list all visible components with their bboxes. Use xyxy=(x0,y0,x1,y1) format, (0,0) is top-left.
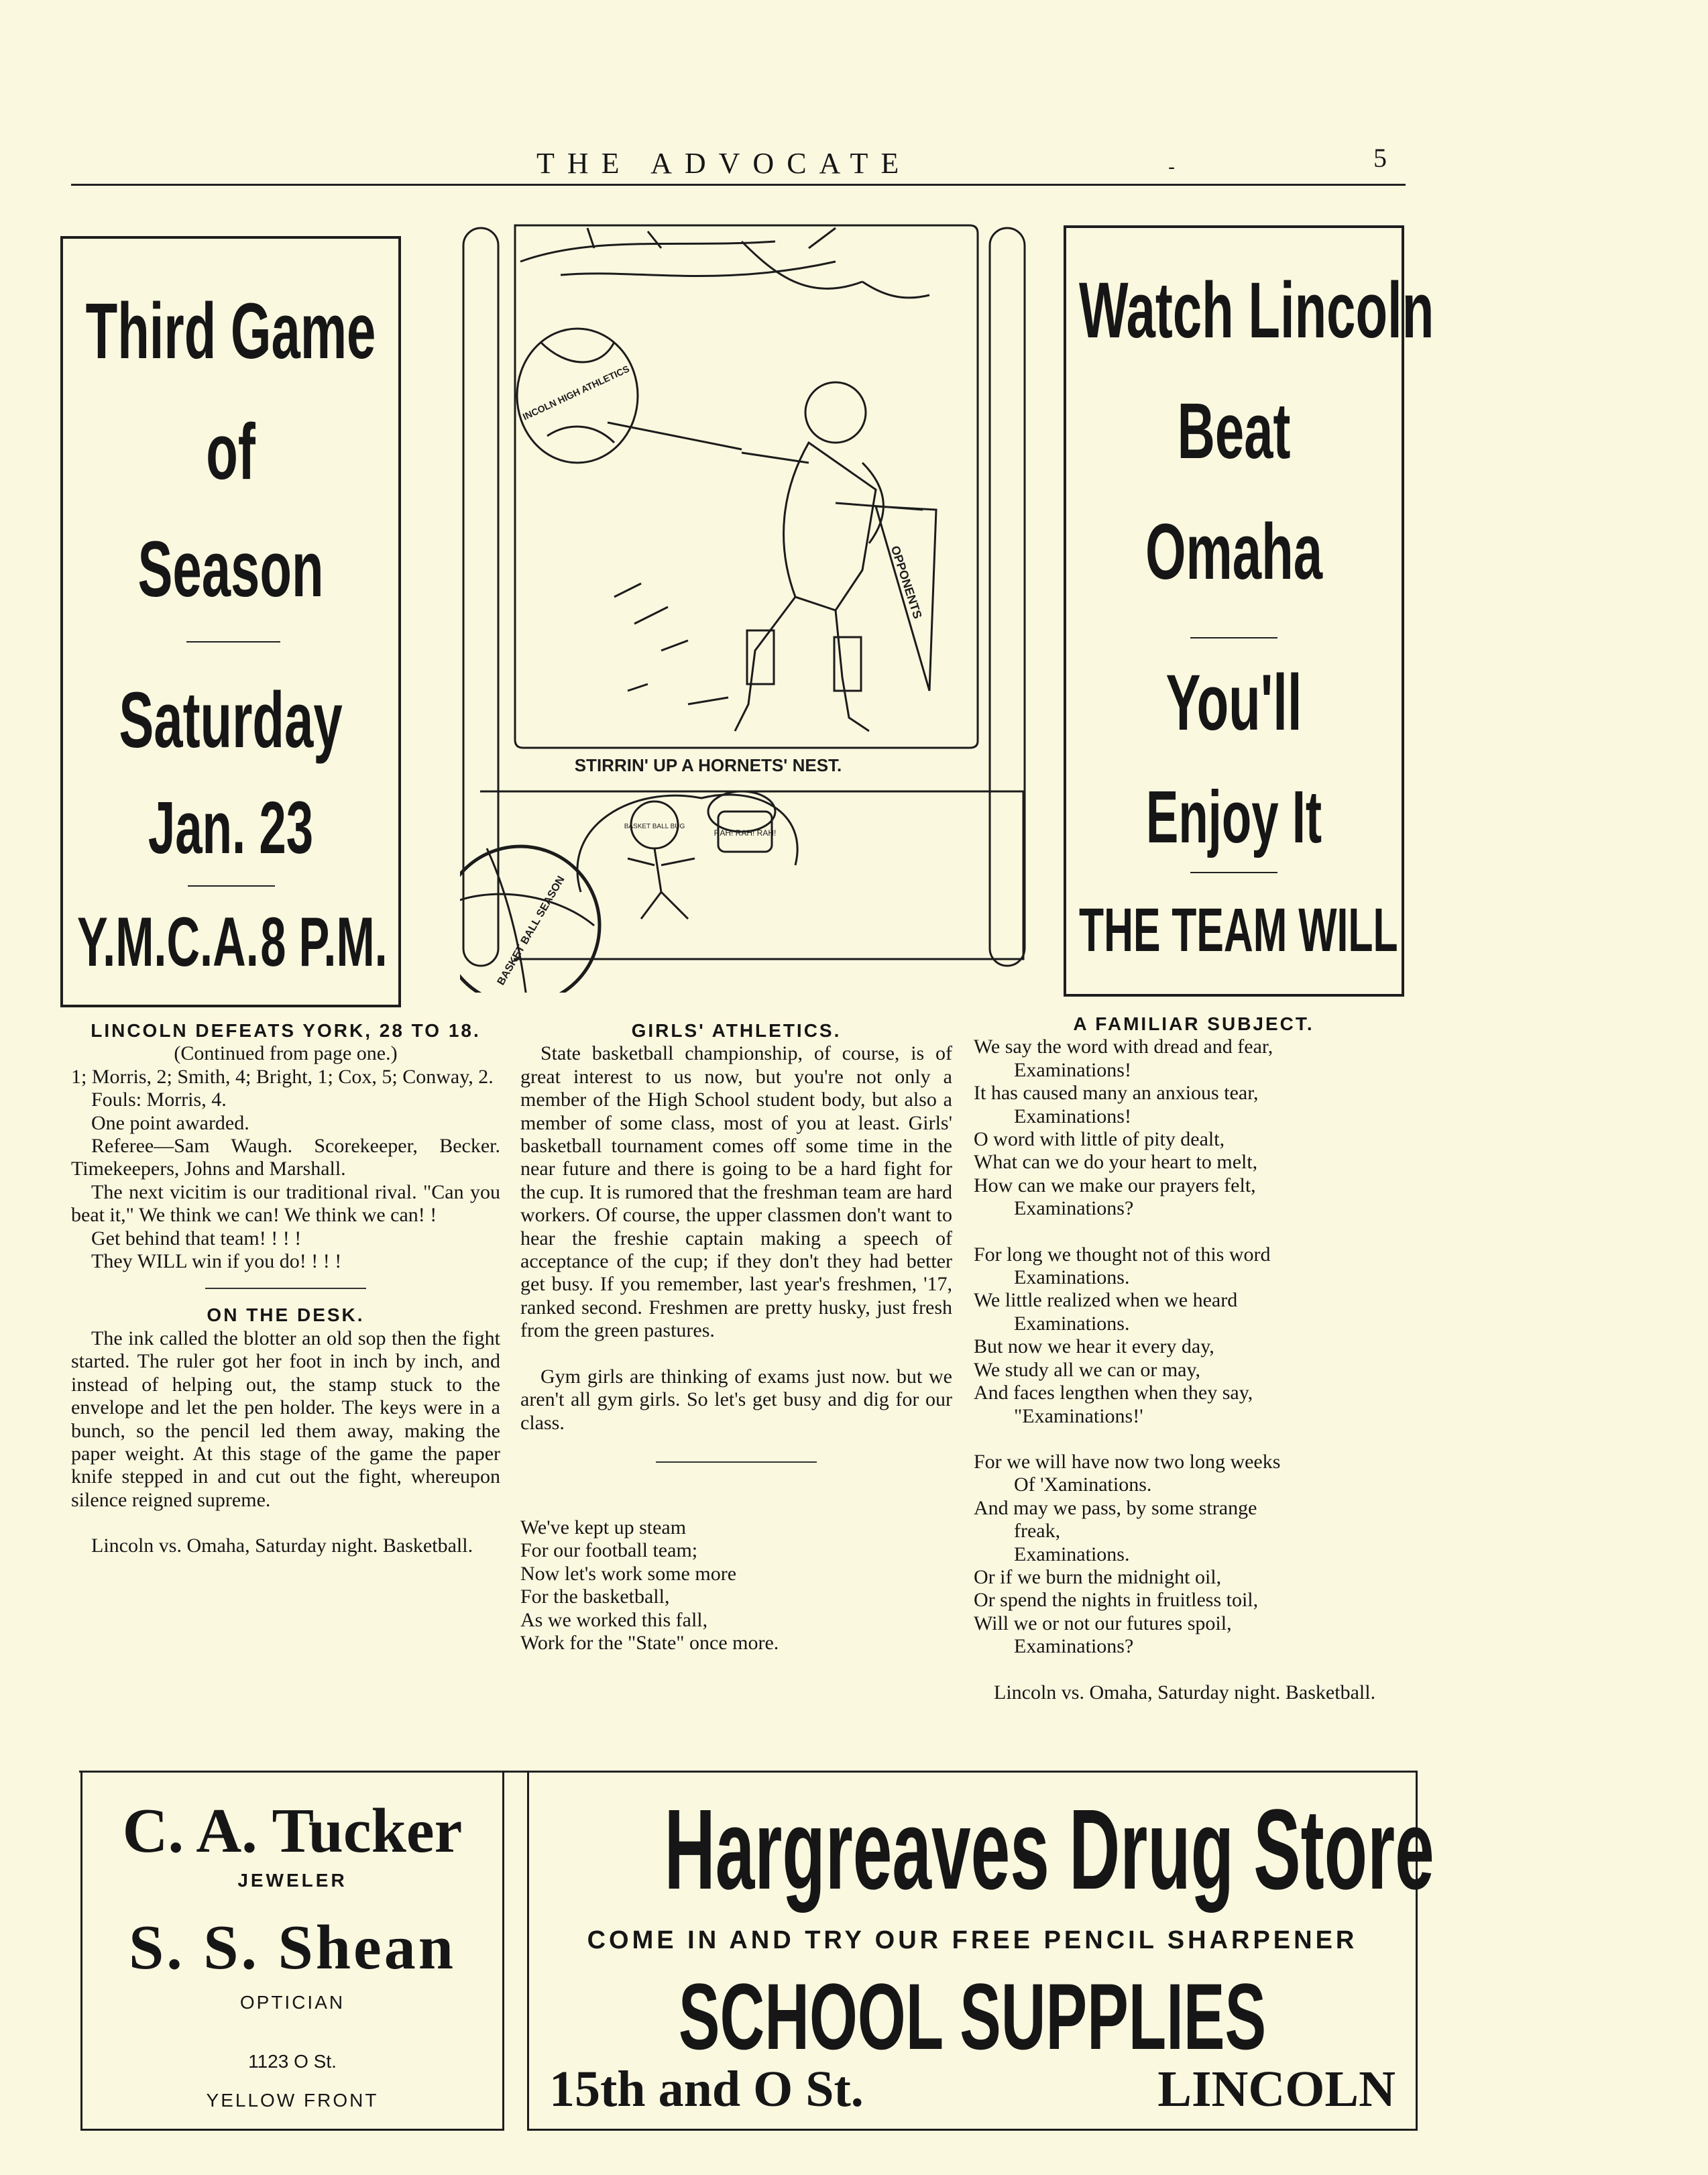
divider xyxy=(186,641,280,643)
article-text: Fouls: Morris, 4. xyxy=(91,1089,227,1111)
poem-line: Examinations. xyxy=(1014,1312,1130,1335)
ball-label: BASKET BALL SEASON xyxy=(495,874,567,987)
article-text: 1; Morris, 2; Smith, 4; Bright, 1; Cox, 5; Conway, 2. xyxy=(71,1065,494,1088)
ad-watch-lincoln-line6: THE TEAM WILL xyxy=(1079,896,1398,964)
poem-line: We study all we can or may, xyxy=(974,1358,1201,1381)
masthead-rule xyxy=(71,184,1406,186)
ad-watch-lincoln xyxy=(1064,225,1434,997)
continued-note: (Continued from page one.) xyxy=(174,1042,398,1065)
nest-label: INCOLN HIGH ATHLETICS xyxy=(520,363,631,423)
poem-line: O word with little of pity dealt, xyxy=(974,1128,1225,1151)
article-text: Lincoln vs. Omaha, Saturday night. Basketball. xyxy=(994,1681,1376,1704)
article-text: They WILL win if you do! ! ! ! xyxy=(91,1250,342,1273)
verse-line: As we worked this fall, xyxy=(520,1608,708,1631)
ad-watch-lincoln-line1: Watch Lincoln xyxy=(1079,266,1434,355)
ad-hargreaves-address: 15th and O St. xyxy=(549,2061,864,2117)
article-text: State basketball championship, of course, is of great interest to us now, but you're not only a member of the High School student body, but also a member of some class, most of you at least. Girls' basketball tournament comes off some time in the near future and there is going to be a hard fight for the cup. It is rumored that the freshman team are hard workers. Of course, the upper classmen don't want to hear the freshie captain making a speech of acceptance of the cup; if they don't they had better get busy. If you remember, last year's freshmen, '17, ranked second. Freshmen are pretty husky, just fresh from the green pastures. xyxy=(520,1042,952,1342)
ad-watch-lincoln-line5: Enjoy It xyxy=(1145,776,1322,858)
divider xyxy=(1190,637,1277,638)
article-heading-on-the-desk: ON THE DESK. xyxy=(207,1304,365,1326)
ad-third-game-line1: Third Game xyxy=(85,287,376,376)
poem-line: Examinations. xyxy=(1014,1543,1130,1565)
ad-watch-lincoln-line3: Omaha xyxy=(1145,508,1323,596)
ad-shean-name: S. S. Shean xyxy=(128,1913,457,1983)
poem-line: Or spend the nights in fruitless toil, xyxy=(974,1589,1259,1612)
poem-line: Will we or not our futures spoil, xyxy=(974,1612,1232,1634)
ad-third-game-line3: Season xyxy=(137,525,324,614)
bug-label: BASKET BALL BUG xyxy=(624,823,685,830)
poem-line: What can we do your heart to melt, xyxy=(974,1151,1258,1174)
ad-hargreaves-name: Hargreaves Drug Store xyxy=(664,1786,1434,1913)
article-heading-girls-athletics: GIRLS' ATHLETICS. xyxy=(631,1020,842,1041)
article-heading-familiar-subject: A FAMILIAR SUBJECT. xyxy=(1073,1013,1314,1034)
ad-tucker-name: C. A. Tucker xyxy=(122,1796,463,1866)
poem-line: For long we thought not of this word xyxy=(974,1243,1271,1266)
column-1 xyxy=(71,1019,500,1558)
ad-tucker-address: 1123 O St. xyxy=(248,2051,337,2072)
article-text: The ink called the blotter an old sop then the fight started. The ruler got her foot in inch by inch, and instead of helping out, the stamp stuck to the envelope and let the pen holder. The keys were in a bunch, so the pencil led them away, making the paper weight. At this stage of the game the paper knife stepped in and cut out the fight, whereupon silence reigned supreme. xyxy=(71,1327,500,1511)
article-text: The next vicitim is our traditional rival. "Can you beat it," We think we can! We think we can! ! xyxy=(71,1180,500,1227)
poem-line: And may we pass, by some strange xyxy=(974,1496,1257,1519)
poem-line: We little realized when we heard xyxy=(974,1289,1238,1312)
verse xyxy=(520,1516,952,1655)
divider xyxy=(656,1461,817,1463)
poem-line: How can we make our prayers felt, xyxy=(974,1174,1256,1196)
poem-line: For we will have now two long weeks xyxy=(974,1450,1281,1473)
bug-bubble: RAH! RAH! RAH! xyxy=(714,828,777,838)
poem-line: Examinations! xyxy=(1014,1105,1131,1127)
verse-line: We've kept up steam xyxy=(520,1516,687,1539)
poem-line: Examinations? xyxy=(1014,1197,1134,1220)
ad-third-game-time: 8 P.M. xyxy=(260,903,388,981)
poem-line: Examinations! xyxy=(1014,1058,1131,1081)
ad-third-game-venue: Y.M.C.A. xyxy=(76,903,259,981)
masthead xyxy=(0,143,1708,186)
ad-tucker-role: JEWELER xyxy=(237,1870,347,1891)
ad-hargreaves xyxy=(527,1771,1434,2131)
article-text: Referee—Sam Waugh. Scorekeeper, Becker. Timekeepers, Johns and Marshall. xyxy=(71,1135,500,1180)
ad-watch-lincoln-line2: Beat xyxy=(1177,387,1291,476)
newspaper-title: THE ADVOCATE xyxy=(536,147,912,180)
column-3 xyxy=(974,1013,1414,1704)
ad-hargreaves-tagline: COME IN AND TRY OUR FREE PENCIL SHARPENER xyxy=(587,1926,1358,1954)
poem-line: Of 'Xaminations. xyxy=(1014,1473,1152,1496)
poem-line: Or if we burn the midnight oil, xyxy=(974,1565,1222,1588)
divider xyxy=(188,885,275,887)
article-text: One point awarded. xyxy=(91,1111,249,1134)
verse-line: Now let's work some more xyxy=(520,1562,737,1585)
poem-line: freak, xyxy=(1014,1520,1061,1543)
poem-line: Examinations. xyxy=(1014,1266,1130,1289)
ad-third-game xyxy=(60,236,401,1007)
masthead-dash: - xyxy=(1168,156,1176,179)
page-number: 5 xyxy=(1373,143,1387,173)
verse-line: For the basketball, xyxy=(520,1585,670,1608)
poem-line: But now we hear it every day, xyxy=(974,1335,1214,1358)
ad-tucker-front: YELLOW FRONT xyxy=(206,2090,379,2111)
verse-line: Work for the "State" once more. xyxy=(520,1631,779,1654)
ad-third-game-day: Saturday xyxy=(119,676,343,765)
article-text: Get behind that team! ! ! ! xyxy=(91,1227,302,1249)
cartoon-illustration xyxy=(460,221,1030,993)
pennant-label: OPPONENTS xyxy=(888,544,925,620)
article-text: Lincoln vs. Omaha, Saturday night. Basketball. xyxy=(91,1535,473,1557)
divider xyxy=(1190,872,1277,873)
column-2 xyxy=(520,1019,952,1655)
poem-line: We say the word with dread and fear, xyxy=(974,1036,1273,1058)
cartoon-caption: STIRRIN' UP A HORNETS' NEST. xyxy=(574,755,842,775)
divider xyxy=(205,1288,366,1289)
verse-line: For our football team; xyxy=(520,1539,698,1562)
ad-shean-role: OPTICIAN xyxy=(239,1992,345,2013)
cartoon-hornets-nest xyxy=(460,221,1030,993)
poem-line: And faces lengthen when they say, xyxy=(974,1382,1253,1404)
ad-third-game-line2: of xyxy=(206,408,255,496)
poem-line: "Examinations!' xyxy=(1014,1404,1143,1427)
ad-third-game-date: Jan. 23 xyxy=(148,787,314,869)
ad-watch-lincoln-line4: You'll xyxy=(1165,659,1302,747)
ad-hargreaves-product: SCHOOL SUPPLIES xyxy=(678,1964,1267,2069)
article-heading-lincoln-york: LINCOLN DEFEATS YORK, 28 TO 18. xyxy=(91,1020,481,1041)
poem-line: It has caused many an anxious tear, xyxy=(974,1082,1259,1105)
article-text: Gym girls are thinking of exams just now. but we aren't all gym girls. So let's get busy and dig for our class. xyxy=(520,1365,952,1434)
poem-line: Examinations? xyxy=(1014,1635,1134,1658)
ad-tucker-shean xyxy=(80,1771,504,2131)
ad-hargreaves-city: LINCOLN xyxy=(1157,2061,1396,2117)
